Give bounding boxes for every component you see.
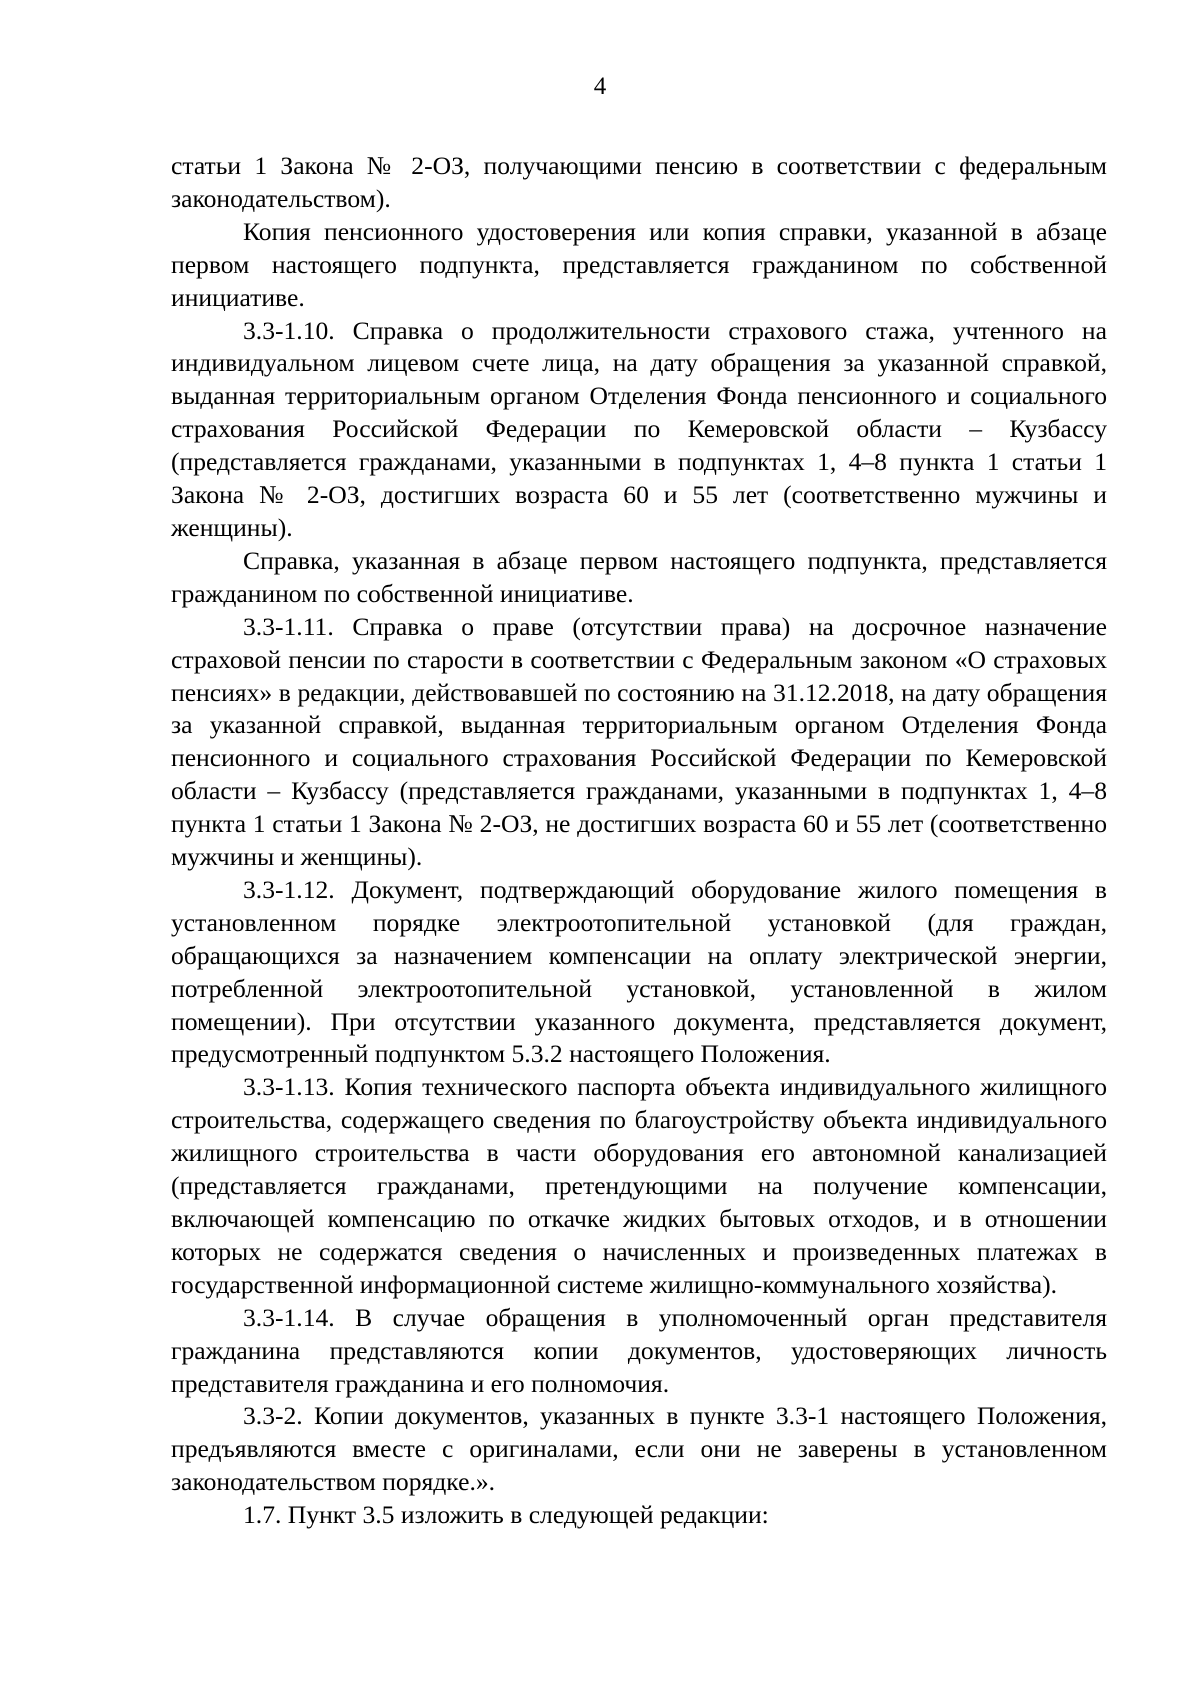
paragraph-1-7: 1.7. Пункт 3.5 изложить в следующей редакции: [243,1500,769,1530]
paragraph-certificate-initiative: Справка, указанная в абзаце первом настоящего подпункта, представляется гражданином по собственной инициативе. [171,545,1107,608]
paragraph-3-3-1-11: 3.3-1.11. Справка о праве (отсутствии права) на досрочное назначение страховой пенсии по старости в соответствии с Федеральным законом «О страховых пенсиях» в редакции, действовавшей по состоянию на 31.12.2018, на дату обращения за указанной справкой, выданная территориальным органом Отделения Фонда пенсионного и социального страхования Российской Федерации по Кемеровской области – Кузбассу (представляется гражданами, указанными в подпунктах 1, 4–8 пункта 1 статьи 1 Закона № 2-ОЗ, не достигших возраста 60 и 55 лет (соответственно мужчины и женщины). [171,611,1107,872]
paragraph-3-3-1-10: 3.3-1.10. Справка о продолжительности страхового стажа, учтенного на индивидуальном лицевом счете лица, на дату обращения за указанной справкой, выданная территориальным органом Отделения Фонда пенсионного и социального страхования Российской Федерации по Кемеровской области – Кузбассу (представляется гражданами, указанными в подпунктах 1, 4–8 пункта 1 статьи 1 Закона № 2-ОЗ, достигших возраста 60 и 55 лет (соответственно мужчины и женщины). [171,315,1107,542]
paragraph-3-3-1-14: 3.3-1.14. В случае обращения в уполномоченный орган представителя гражданина представляются копии документов, удостоверяющих личность представителя гражданина и его полномочия. [171,1302,1107,1398]
paragraph-3-3-1-12: 3.3-1.12. Документ, подтверждающий оборудование жилого помещения в установленном порядке электроотопительной установкой (для граждан, обращающихся за назначением компенсации на оплату электрической энергии, потребленной электроотопительной установкой, установленной в жилом помещении). При отсутствии указанного документа, представляется документ, предусмотренный подпунктом 5.3.2 настоящего Положения. [171,874,1107,1069]
page-number: 4 [593,73,607,100]
paragraph-continuation: статьи 1 Закона № 2-ОЗ, получающими пенсию в соответствии с федеральным законодательством). [171,151,1107,213]
paragraph-pension-certificate-copy: Копия пенсионного удостоверения или копия справки, указанной в абзаце первом настоящего подпункта, представляется гражданином по собственной инициативе. [171,216,1107,312]
paragraph-3-3-1-13: 3.3-1.13. Копия технического паспорта объекта индивидуального жилищного строительства, содержащего сведения по благоустройству объекта индивидуального жилищного строительства в части оборудования его автономной канализацией (представляется гражданами, претендующими на получение компенсации, включающей компенсацию по откачке жидких бытовых отходов, и в отношении которых не содержатся сведения о начисленных и произведенных платежах в государственной информационной системе жилищно-коммунального хозяйства). [171,1072,1107,1299]
paragraph-3-3-2: 3.3-2. Копии документов, указанных в пункте 3.3-1 настоящего Положения, предъявляются вместе с оригиналами, если они не заверены в установленном законодательством порядке.». [171,1401,1107,1497]
document-body [171,150,1107,1532]
